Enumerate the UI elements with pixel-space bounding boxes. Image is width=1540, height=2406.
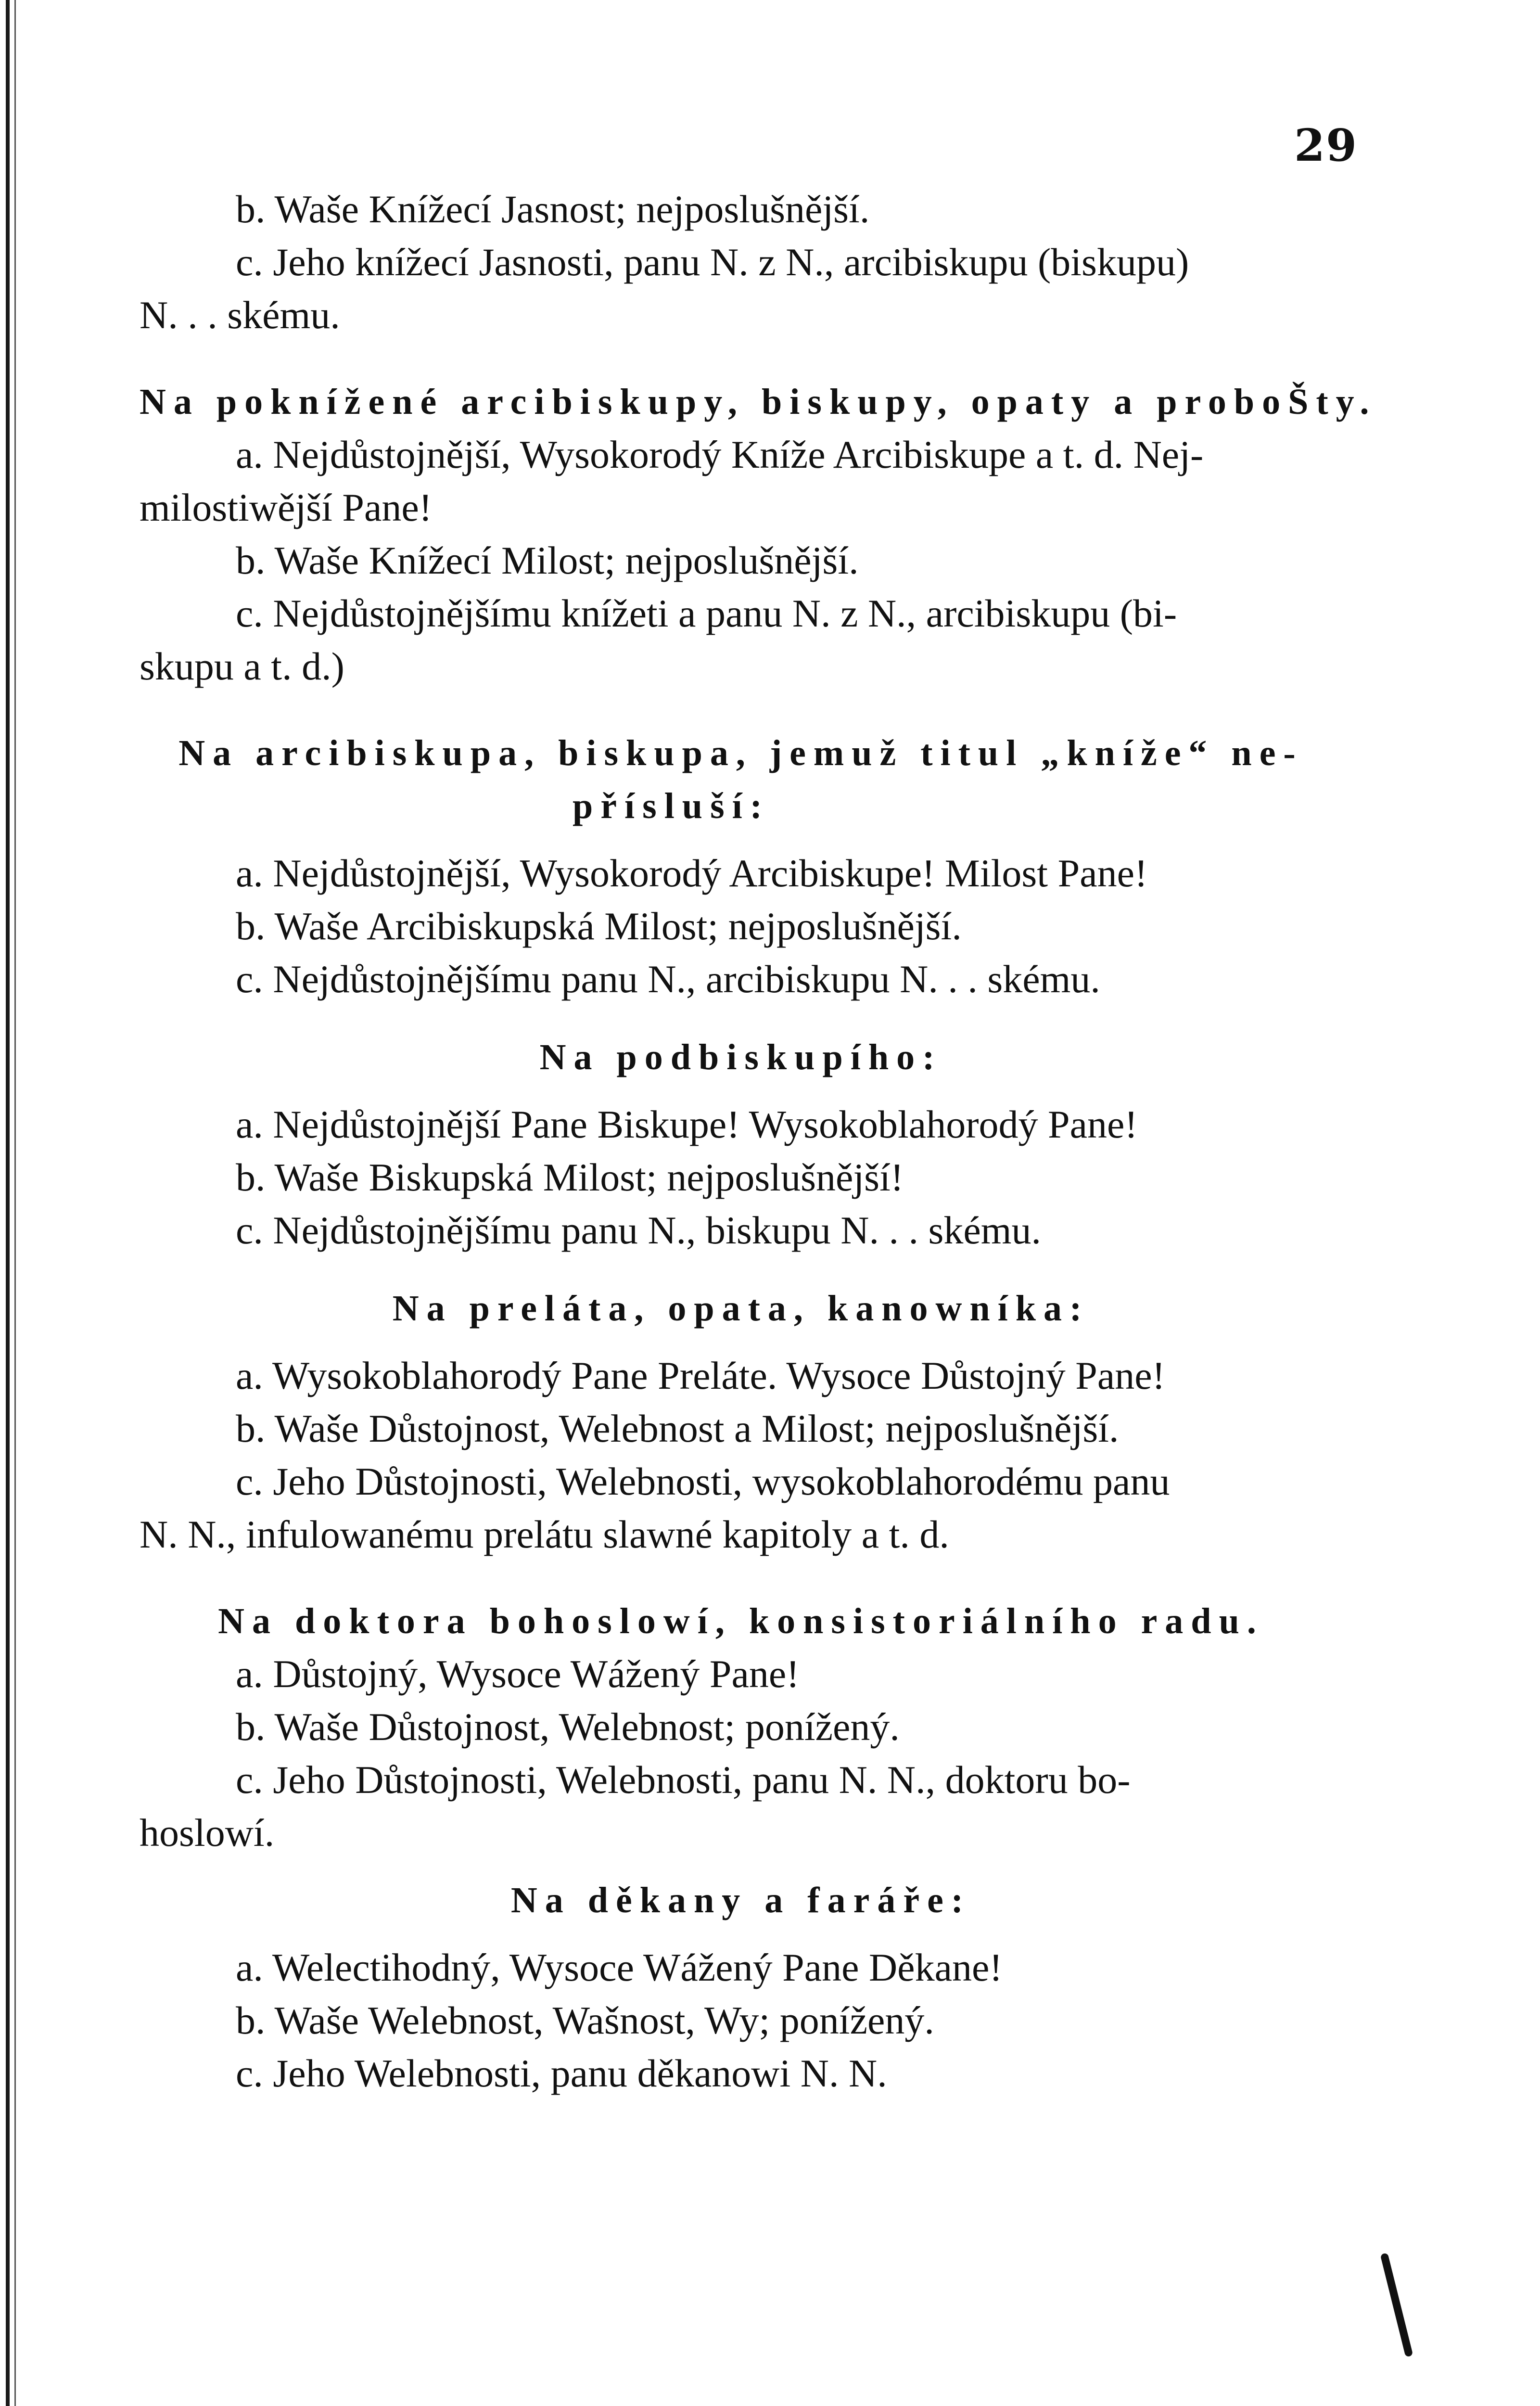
text-line: milostiwější Pane! <box>140 486 433 529</box>
section-heading: přísluší: <box>573 786 770 826</box>
text-line: a. Welectihodný, Wysoce Wážený Pane Děkane! <box>236 1945 1003 1989</box>
text-line: b. Waše Důstojnost, Welebnost a Milost; nejposlušnější. <box>236 1407 1119 1450</box>
text-line: b. Waše Welebnost, Wašnost, Wy; ponížený. <box>236 1998 934 2042</box>
text-line: b. Waše Knížecí Milost; nejposlušnější. <box>236 538 859 582</box>
text-line: b. Waše Arcibiskupská Milost; nejposlušnější. <box>236 904 962 948</box>
spacer <box>140 1561 1342 1595</box>
text-line: c. Jeho Důstojnosti, Welebnosti, panu N. N., doktoru bo- <box>236 1758 1131 1802</box>
section-heading: Na podbiskupího: <box>539 1037 942 1077</box>
spacer <box>140 1335 1342 1349</box>
text-line: b. Waše Biskupská Milost; nejposlušnější! <box>236 1155 904 1199</box>
spacer <box>140 1927 1342 1941</box>
spacer <box>140 1084 1342 1098</box>
section-heading: Na poknížené arcibiskupy, biskupy, opaty a proboŠty. <box>140 382 1377 422</box>
spacer <box>140 832 1342 847</box>
text-line: c. Jeho Důstojnosti, Welebnosti, wysokoblahorodému panu <box>236 1459 1170 1503</box>
text-line: a. Nejdůstojnější Pane Biskupe! Wysokoblahorodý Pane! <box>236 1102 1138 1146</box>
page-number: 29 <box>1294 119 1358 171</box>
text-line: a. Důstojný, Wysoce Wážený Pane! <box>236 1652 800 1696</box>
text-line: a. Wysokoblahorodý Pane Preláte. Wysoce Důstojný Pane! <box>236 1354 1165 1397</box>
section-heading: Na doktora bohoslowí, konsistoriálního radu. <box>218 1601 1264 1641</box>
ink-mark <box>1380 2252 1413 2357</box>
text-line: a. Nejdůstojnější, Wysokorodý Kníže Arcibiskupe a t. d. Nej- <box>236 433 1204 476</box>
spacer <box>140 1859 1342 1874</box>
text-line: N. . . skému. <box>140 293 340 337</box>
text-column <box>140 183 1377 2100</box>
text-line: c. Nejdůstojnějšímu knížeti a panu N. z N., arcibiskupu (bi- <box>236 591 1177 635</box>
text-line: skupu a t. d.) <box>140 644 344 688</box>
text-line: c. Jeho knížecí Jasnosti, panu N. z N., arcibiskupu (biskupu) <box>236 240 1189 284</box>
text-line: b. Waše Důstojnost, Welebnost; ponížený. <box>236 1705 900 1749</box>
spacer <box>140 693 1342 727</box>
spacer <box>140 342 1342 375</box>
text-line: N. N., infulowanému prelátu slawné kapitoly a t. d. <box>140 1512 949 1556</box>
binding-edge <box>6 0 10 2406</box>
text-line: c. Nejdůstojnějšímu panu N., arcibiskupu N. . . skému. <box>236 957 1100 1001</box>
text-line: c. Nejdůstojnějšímu panu N., biskupu N. . . skému. <box>236 1208 1042 1252</box>
text-line: b. Waše Knížecí Jasnost; nejposlušnější. <box>236 187 870 231</box>
section-heading: Na arcibiskupa, biskupa, jemuž titul „kníže“ ne- <box>178 733 1303 773</box>
text-line: a. Nejdůstojnější, Wysokorodý Arcibiskupe! Milost Pane! <box>236 851 1148 895</box>
section-heading: Na děkany a faráře: <box>510 1880 971 1920</box>
spacer <box>140 1257 1342 1282</box>
spacer <box>140 1006 1342 1031</box>
binding-edge-thin <box>14 0 16 2406</box>
text-line: hoslowí. <box>140 1811 275 1855</box>
text-line: c. Jeho Welebnosti, panu děkanowi N. N. <box>236 2051 887 2095</box>
section-heading: Na preláta, opata, kanowníka: <box>392 1288 1090 1329</box>
